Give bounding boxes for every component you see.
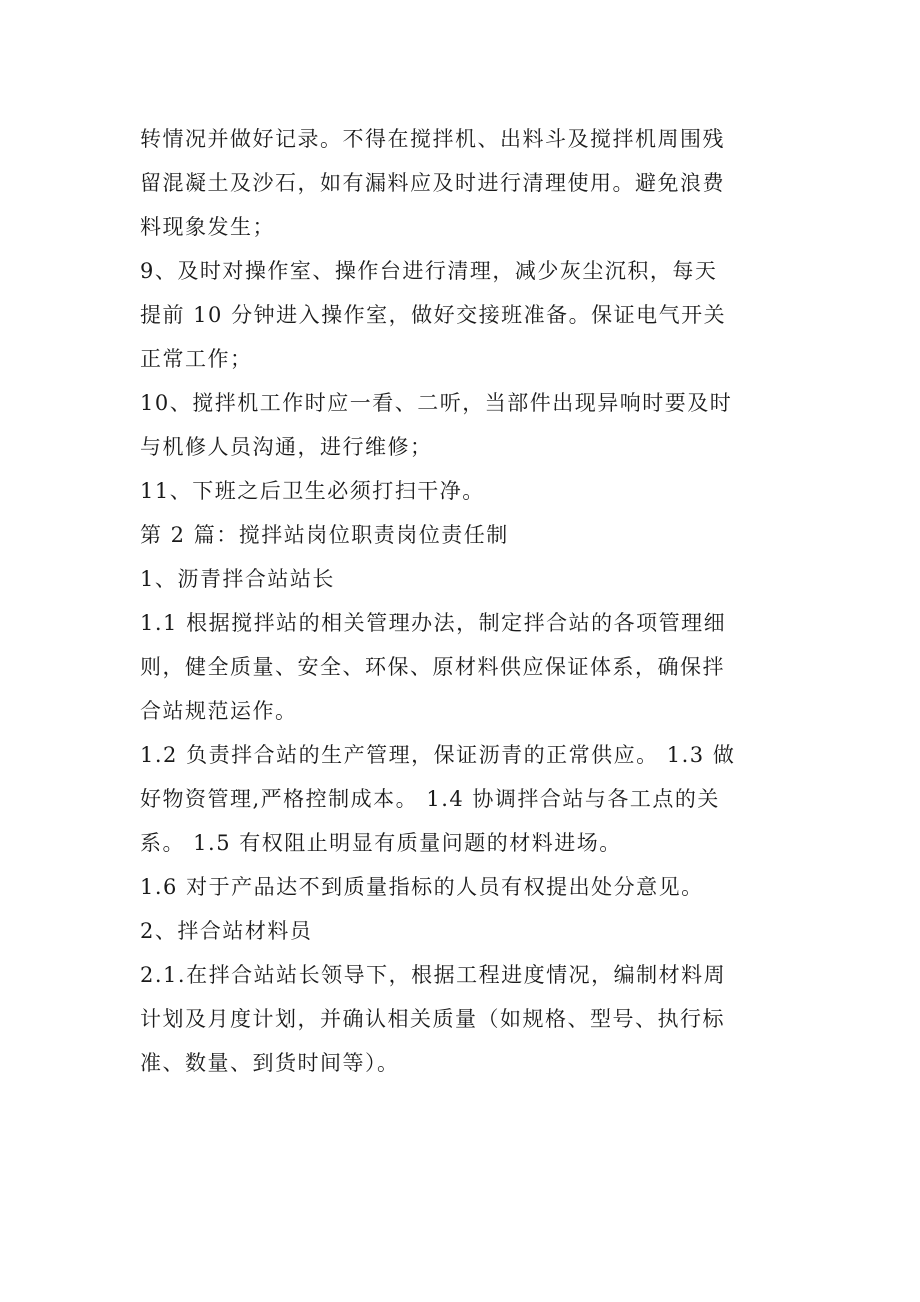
document-body (140, 117, 785, 1085)
text-line: 留混凝土及沙石，如有漏料应及时进行清理使用。避免浪费 (140, 171, 725, 195)
text-line: 10、搅拌机工作时应一看、二听，当部件出现异响时要及时 (140, 391, 733, 415)
text-line: 1.1 根据搅拌站的相关管理办法，制定拌合站的各项管理细 (140, 611, 727, 635)
text-line: 则，健全质量、安全、环保、原材料供应保证体系，确保拌 (140, 655, 725, 679)
text-line: 提前 10 分钟进入操作室，做好交接班准备。保证电气开关 (140, 303, 727, 327)
text-line: 正常工作； (140, 347, 253, 371)
text-line: 好物资管理,严格控制成本。 1.4 协调拌合站与各工点的关 (140, 787, 720, 811)
text-line: 转情况并做好记录。不得在搅拌机、出料斗及搅拌机周围残 (140, 127, 725, 151)
text-line: 计划及月度计划，并确认相关质量（如规格、型号、执行标 (140, 1007, 725, 1031)
text-line: 料现象发生； (140, 215, 275, 239)
text-line: 准、数量、到货时间等）。 (140, 1051, 400, 1075)
text-line: 2.1.在拌合站站长领导下，根据工程进度情况，编制材料周 (140, 963, 727, 987)
text-line: 系。 1.5 有权阻止明显有质量问题的材料进场。 (140, 831, 622, 855)
text-line: 11、下班之后卫生必须打扫干净。 (140, 479, 485, 503)
text-line: 与机修人员沟通，进行维修； (140, 435, 433, 459)
subsection-heading: 2、拌合站材料员 (140, 919, 313, 943)
section-heading: 第 2 篇：搅拌站岗位职责岗位责任制 (140, 523, 509, 547)
text-line: 合站规范运作。 (140, 699, 298, 723)
text-line: 1.2 负责拌合站的生产管理，保证沥青的正常供应。 1.3 做 (140, 743, 736, 767)
text-line: 9、及时对操作室、操作台进行清理，减少灰尘沉积，每天 (140, 259, 718, 283)
text-line: 1.6 对于产品达不到质量指标的人员有权提出处分意见。 (140, 875, 704, 899)
subsection-heading: 1、沥青拌合站站长 (140, 567, 335, 591)
